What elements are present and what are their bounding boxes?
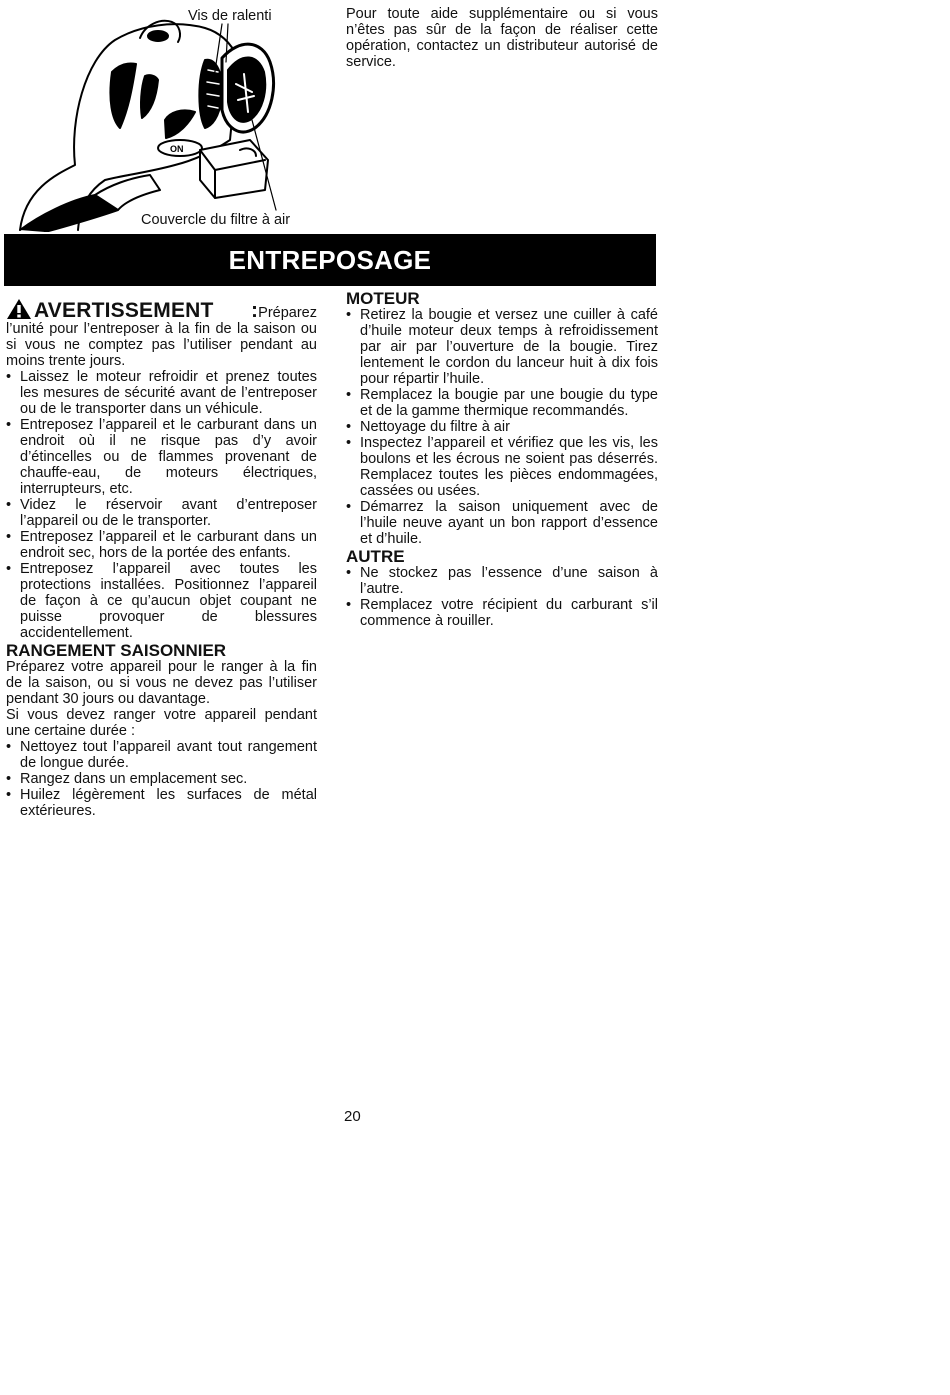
rangement-heading: RANGEMENT SAISONNIER <box>6 641 227 660</box>
list-item: • Nettoyage du filtre à air <box>346 419 658 435</box>
list-item: • Ne stockez pas l’essence d’une saison à l’autre. <box>346 565 658 597</box>
page-number: 20 <box>344 1108 361 1125</box>
engine-air-filter-illustration <box>0 0 340 232</box>
list-item: • Remplacez la bougie par une bougie du type et de la gamme thermique recommandés. <box>346 387 658 419</box>
rangement-list <box>6 739 317 819</box>
warning-heading: AVERTISSEMENT : <box>34 299 259 322</box>
rangement-para-2: Si vous devez ranger votre appareil pendant une certaine durée : <box>6 707 317 739</box>
list-item: • Entreposez l’appareil et le carburant dans un endroit sec, hors de la portée des enfants. <box>6 529 317 561</box>
list-item: • Inspectez l’appareil et vérifiez que les vis, les boulons et les écrous ne soient pas déserrés. Remplacez toutes les pièces endommagées, cassées ou usées. <box>346 435 658 499</box>
moteur-heading: MOTEUR <box>346 289 420 308</box>
list-item: • Remplacez votre récipient du carburant s’il commence à rouiller. <box>346 597 658 629</box>
left-column <box>6 298 317 819</box>
list-item: • Rangez dans un emplacement sec. <box>6 771 317 787</box>
warning-list <box>6 369 317 641</box>
autre-heading: AUTRE <box>346 547 405 566</box>
banner-title: ENTREPOSAGE <box>228 244 432 275</box>
list-item: • Démarrez la saison uniquement avec de l’huile neuve ayant un bon rapport d’essence et d’huile. <box>346 499 658 547</box>
air-filter-cover-label: Couvercle du filtre à air <box>141 212 291 228</box>
list-item: • Retirez la bougie et versez une cuiller à café d’huile moteur deux temps à refroidissement par air par l’ouverture de la bougie. Tirez lentement le cordon du lanceur huit à dix fois pour répartir l’huile. <box>346 307 658 387</box>
list-item: • Nettoyez tout l’appareil avant tout rangement de longue durée. <box>6 739 317 771</box>
idle-screw-label: Vis de ralenti <box>188 8 272 24</box>
autre-list <box>346 565 658 629</box>
list-item: • Entreposez l’appareil avec toutes les protections installées. Positionnez l’appareil de façon à ce qu’aucun objet coupant ne puisse provoquer de blessures accidentellement. <box>6 561 317 641</box>
list-item: • Videz le réservoir avant d’entreposer l’appareil ou de le transporter. <box>6 497 317 529</box>
warning-block <box>6 298 317 369</box>
warning-triangle-icon <box>6 298 32 320</box>
help-paragraph: Pour toute aide supplémentaire ou si vous n’êtes pas sûr de la façon de réaliser cette opération, contactez un distributeur autorisé de service. <box>346 6 658 70</box>
right-column <box>346 289 658 629</box>
section-banner <box>4 234 656 286</box>
svg-text:ON: ON <box>170 144 184 154</box>
rangement-para-1: Préparez votre appareil pour le ranger à la fin de la saison, ou si vous ne devez pas l’utiliser pendant 30 jours ou davantage. <box>6 659 317 707</box>
list-item: • Huilez légèrement les surfaces de métal extérieures. <box>6 787 317 819</box>
list-item: • Entreposez l’appareil et le carburant dans un endroit où il ne risque pas d’y avoir d’étincelles ou de flammes provenant de chauffe-eau, de moteurs électriques, interrupteurs, etc. <box>6 417 317 497</box>
list-item: • Laissez le moteur refroidir et prenez toutes les mesures de sécurité avant de l’entreposer ou de le transporter dans un véhicule. <box>6 369 317 417</box>
warning-text: Préparez l’unité pour l’entreposer à la fin de la saison ou si vous ne comptez pas l’utiliser pendant au moins trente jours. <box>6 305 317 369</box>
moteur-list <box>346 307 658 547</box>
